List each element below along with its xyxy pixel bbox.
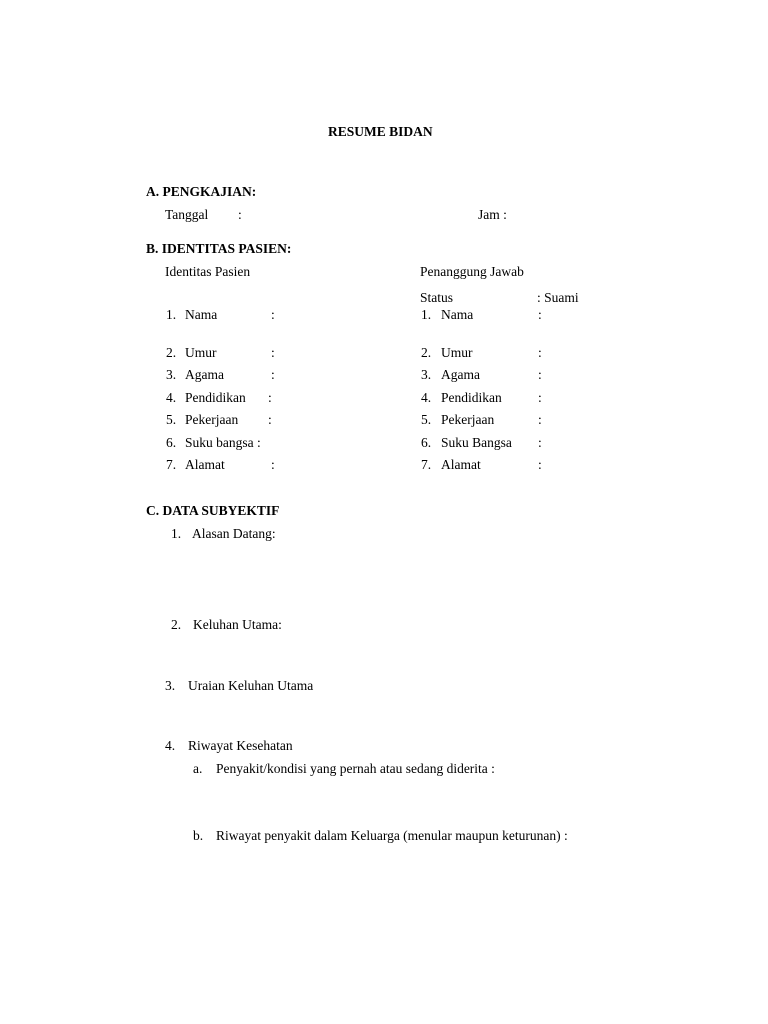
riwayat-keluarga-label: Riwayat penyakit dalam Keluarga (menular maupun keturunan) : <box>216 828 568 843</box>
left-item-num: 3. <box>166 367 177 382</box>
right-item-label: Suku Bangsa <box>441 435 512 450</box>
sub-item-letter: a. <box>193 761 203 776</box>
left-item-label: Agama <box>185 367 224 382</box>
uraian-keluhan-label: Uraian Keluhan Utama <box>188 678 314 693</box>
left-item-num: 2. <box>166 345 177 360</box>
right-item-label: Umur <box>441 345 473 360</box>
right-item-colon: : <box>538 435 542 450</box>
left-item-colon: : <box>271 345 275 360</box>
left-item-label: Pekerjaan <box>185 412 239 427</box>
left-item-colon: : <box>268 412 272 427</box>
left-item-colon: : <box>271 457 275 472</box>
tanggal-label: Tanggal <box>165 207 209 222</box>
right-item-num: 6. <box>421 435 432 450</box>
left-item-colon: : <box>271 367 275 382</box>
jam-label: Jam : <box>478 207 507 222</box>
status-value: : Suami <box>537 290 579 305</box>
status-label: Status <box>420 290 454 305</box>
section-b-heading: B. IDENTITAS PASIEN: <box>146 241 292 256</box>
right-heading: Penanggung Jawab <box>420 264 524 279</box>
left-item-label: Alamat <box>185 457 225 472</box>
right-item-colon: : <box>538 457 542 472</box>
right-item-num: 2. <box>421 345 432 360</box>
keluhan-utama-label: Keluhan Utama: <box>193 617 282 632</box>
right-item-label: Alamat <box>441 457 481 472</box>
right-item-num: 5. <box>421 412 432 427</box>
left-item-label: Pendidikan <box>185 390 246 405</box>
right-item-colon: : <box>538 390 542 405</box>
right-item-num: 7. <box>421 457 432 472</box>
left-item-num: 6. <box>166 435 177 450</box>
right-item-colon: : <box>538 307 542 322</box>
section-c-heading: C. DATA SUBYEKTIF <box>146 503 280 518</box>
right-item-label: Nama <box>441 307 474 322</box>
left-heading: Identitas Pasien <box>165 264 251 279</box>
c-item-num: 2. <box>171 617 182 632</box>
left-item-label: Umur <box>185 345 217 360</box>
left-item-num: 1. <box>166 307 177 322</box>
right-item-label: Pendidikan <box>441 390 502 405</box>
left-item-num: 5. <box>166 412 177 427</box>
riwayat-kesehatan-label: Riwayat Kesehatan <box>188 738 293 753</box>
right-item-label: Agama <box>441 367 480 382</box>
sub-item-letter: b. <box>193 828 204 843</box>
left-item-colon: : <box>268 390 272 405</box>
tanggal-colon: : <box>238 207 242 222</box>
right-item-label: Pekerjaan <box>441 412 495 427</box>
right-item-num: 4. <box>421 390 432 405</box>
section-a-heading: A. PENGKAJIAN: <box>146 184 257 199</box>
c-item-num: 4. <box>165 738 176 753</box>
right-item-colon: : <box>538 412 542 427</box>
left-item-colon: : <box>271 307 275 322</box>
left-item-label: Suku bangsa : <box>185 435 261 450</box>
c-item-num: 1. <box>171 526 182 541</box>
penyakit-kondisi-label: Penyakit/kondisi yang pernah atau sedang diderita : <box>216 761 495 776</box>
c-item-num: 3. <box>165 678 176 693</box>
right-item-colon: : <box>538 367 542 382</box>
right-item-colon: : <box>538 345 542 360</box>
right-item-num: 1. <box>421 307 432 322</box>
right-item-num: 3. <box>421 367 432 382</box>
alasan-datang-label: Alasan Datang: <box>192 526 276 541</box>
left-item-num: 7. <box>166 457 177 472</box>
left-item-label: Nama <box>185 307 218 322</box>
left-item-num: 4. <box>166 390 177 405</box>
page-title: RESUME BIDAN <box>328 124 433 139</box>
